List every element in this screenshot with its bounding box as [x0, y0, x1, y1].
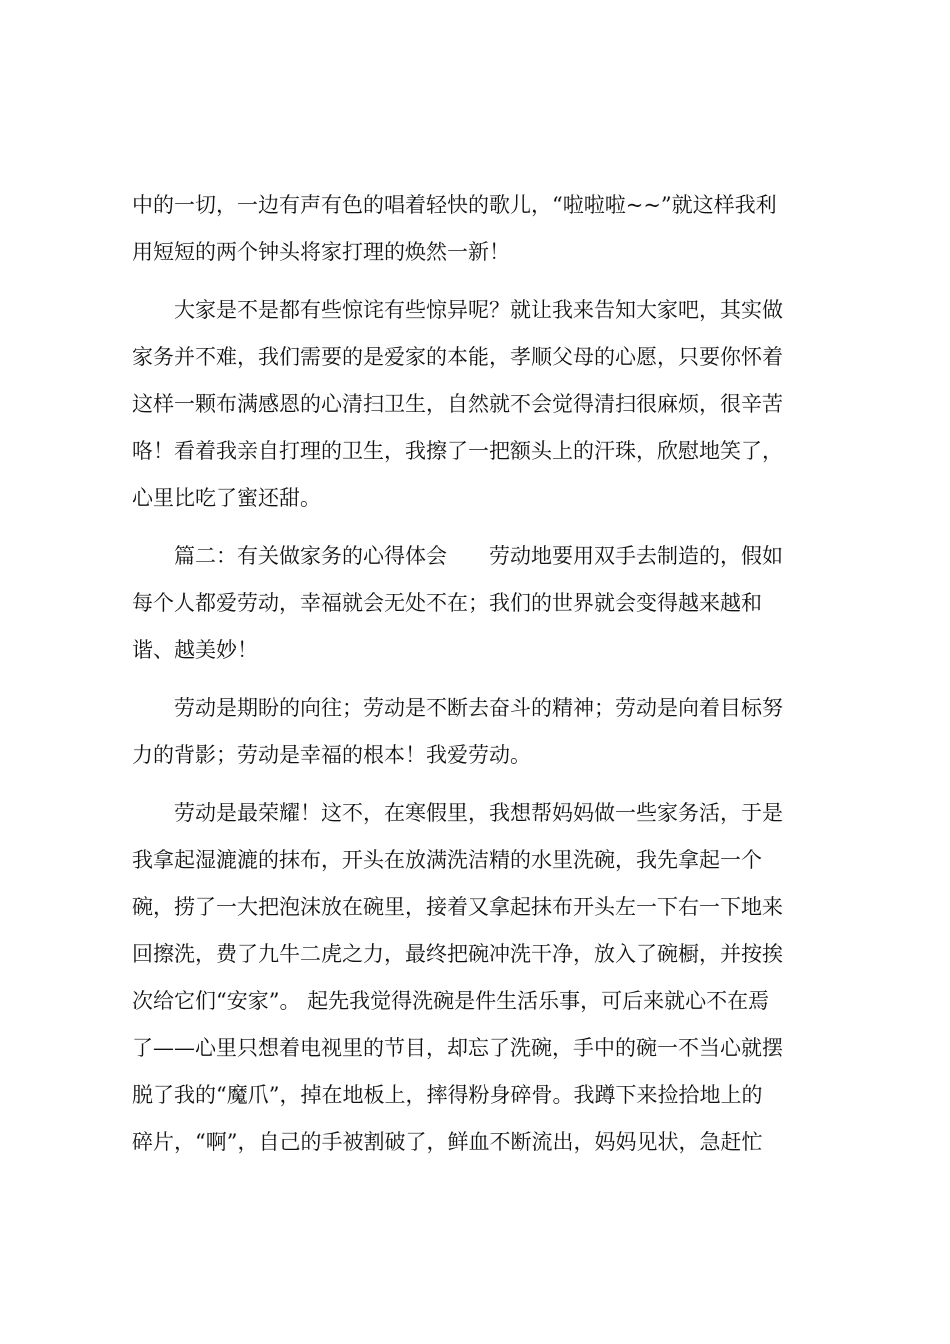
text-line: 大家是不是都有些惊诧有些惊异呢？就让我来告知大家吧，其实做: [174, 298, 783, 322]
text-line: 碎片，“啊”，自己的手被割破了，鲜血不断流出，妈妈见状，急赶忙: [132, 1130, 763, 1154]
text-line: 心里比吃了蜜还甜。: [132, 486, 321, 510]
document-body: [132, 182, 832, 1166]
text-line: 回擦洗，费了九牛二虎之力，最终把碗冲洗干净，放入了碗橱，并按挨: [132, 942, 783, 966]
text-line: 用短短的两个钟头将家打理的焕然一新！: [132, 240, 510, 264]
text-line: 劳动是期盼的向往；劳动是不断去奋斗的精神；劳动是向着目标努: [174, 696, 783, 720]
paragraph: [132, 287, 832, 522]
text-line: 力的背影；劳动是幸福的根本！我爱劳动。: [132, 743, 531, 767]
paragraph: [132, 790, 832, 1166]
text-line: 咯！看着我亲自打理的卫生，我擦了一把额头上的汗珠，欣慰地笑了，: [132, 439, 783, 463]
text-line: 碗，捞了一大把泡沫放在碗里，接着又拿起抹布开头左一下右一下地来: [132, 895, 783, 919]
paragraph: [132, 685, 832, 779]
paragraph: [132, 533, 832, 674]
paragraph: [132, 182, 832, 276]
text-line: 我拿起湿漉漉的抹布，开头在放满洗洁精的水里洗碗，我先拿起一个: [132, 848, 762, 872]
text-line: 中的一切，一边有声有色的唱着轻快的歌儿，“啦啦啦~~”就这样我利: [132, 193, 777, 217]
text-line: 每个人都爱劳动，幸福就会无处不在；我们的世界就会变得越来越和: [132, 591, 762, 615]
text-line: 篇二：有关做家务的心得体会 劳动地要用双手去制造的，假如: [174, 544, 783, 568]
text-line: 劳动是最荣耀！这不，在寒假里，我想帮妈妈做一些家务活，于是: [174, 801, 783, 825]
text-line: 脱了我的“魔爪”，掉在地板上，摔得粉身碎骨。我蹲下来捡拾地上的: [132, 1083, 763, 1107]
text-line: 次给它们“安家”。 起先我觉得洗碗是件生活乐事，可后来就心不在焉: [132, 989, 770, 1013]
text-line: 谐、越美妙！: [132, 638, 258, 662]
text-line: 这样一颗布满感恩的心清扫卫生，自然就不会觉得清扫很麻烦，很辛苦: [132, 392, 783, 416]
text-line: 家务并不难，我们需要的是爱家的本能，孝顺父母的心愿，只要你怀着: [132, 345, 783, 369]
text-line: 了——心里只想着电视里的节目，却忘了洗碗，手中的碗一不当心就摆: [132, 1036, 783, 1060]
